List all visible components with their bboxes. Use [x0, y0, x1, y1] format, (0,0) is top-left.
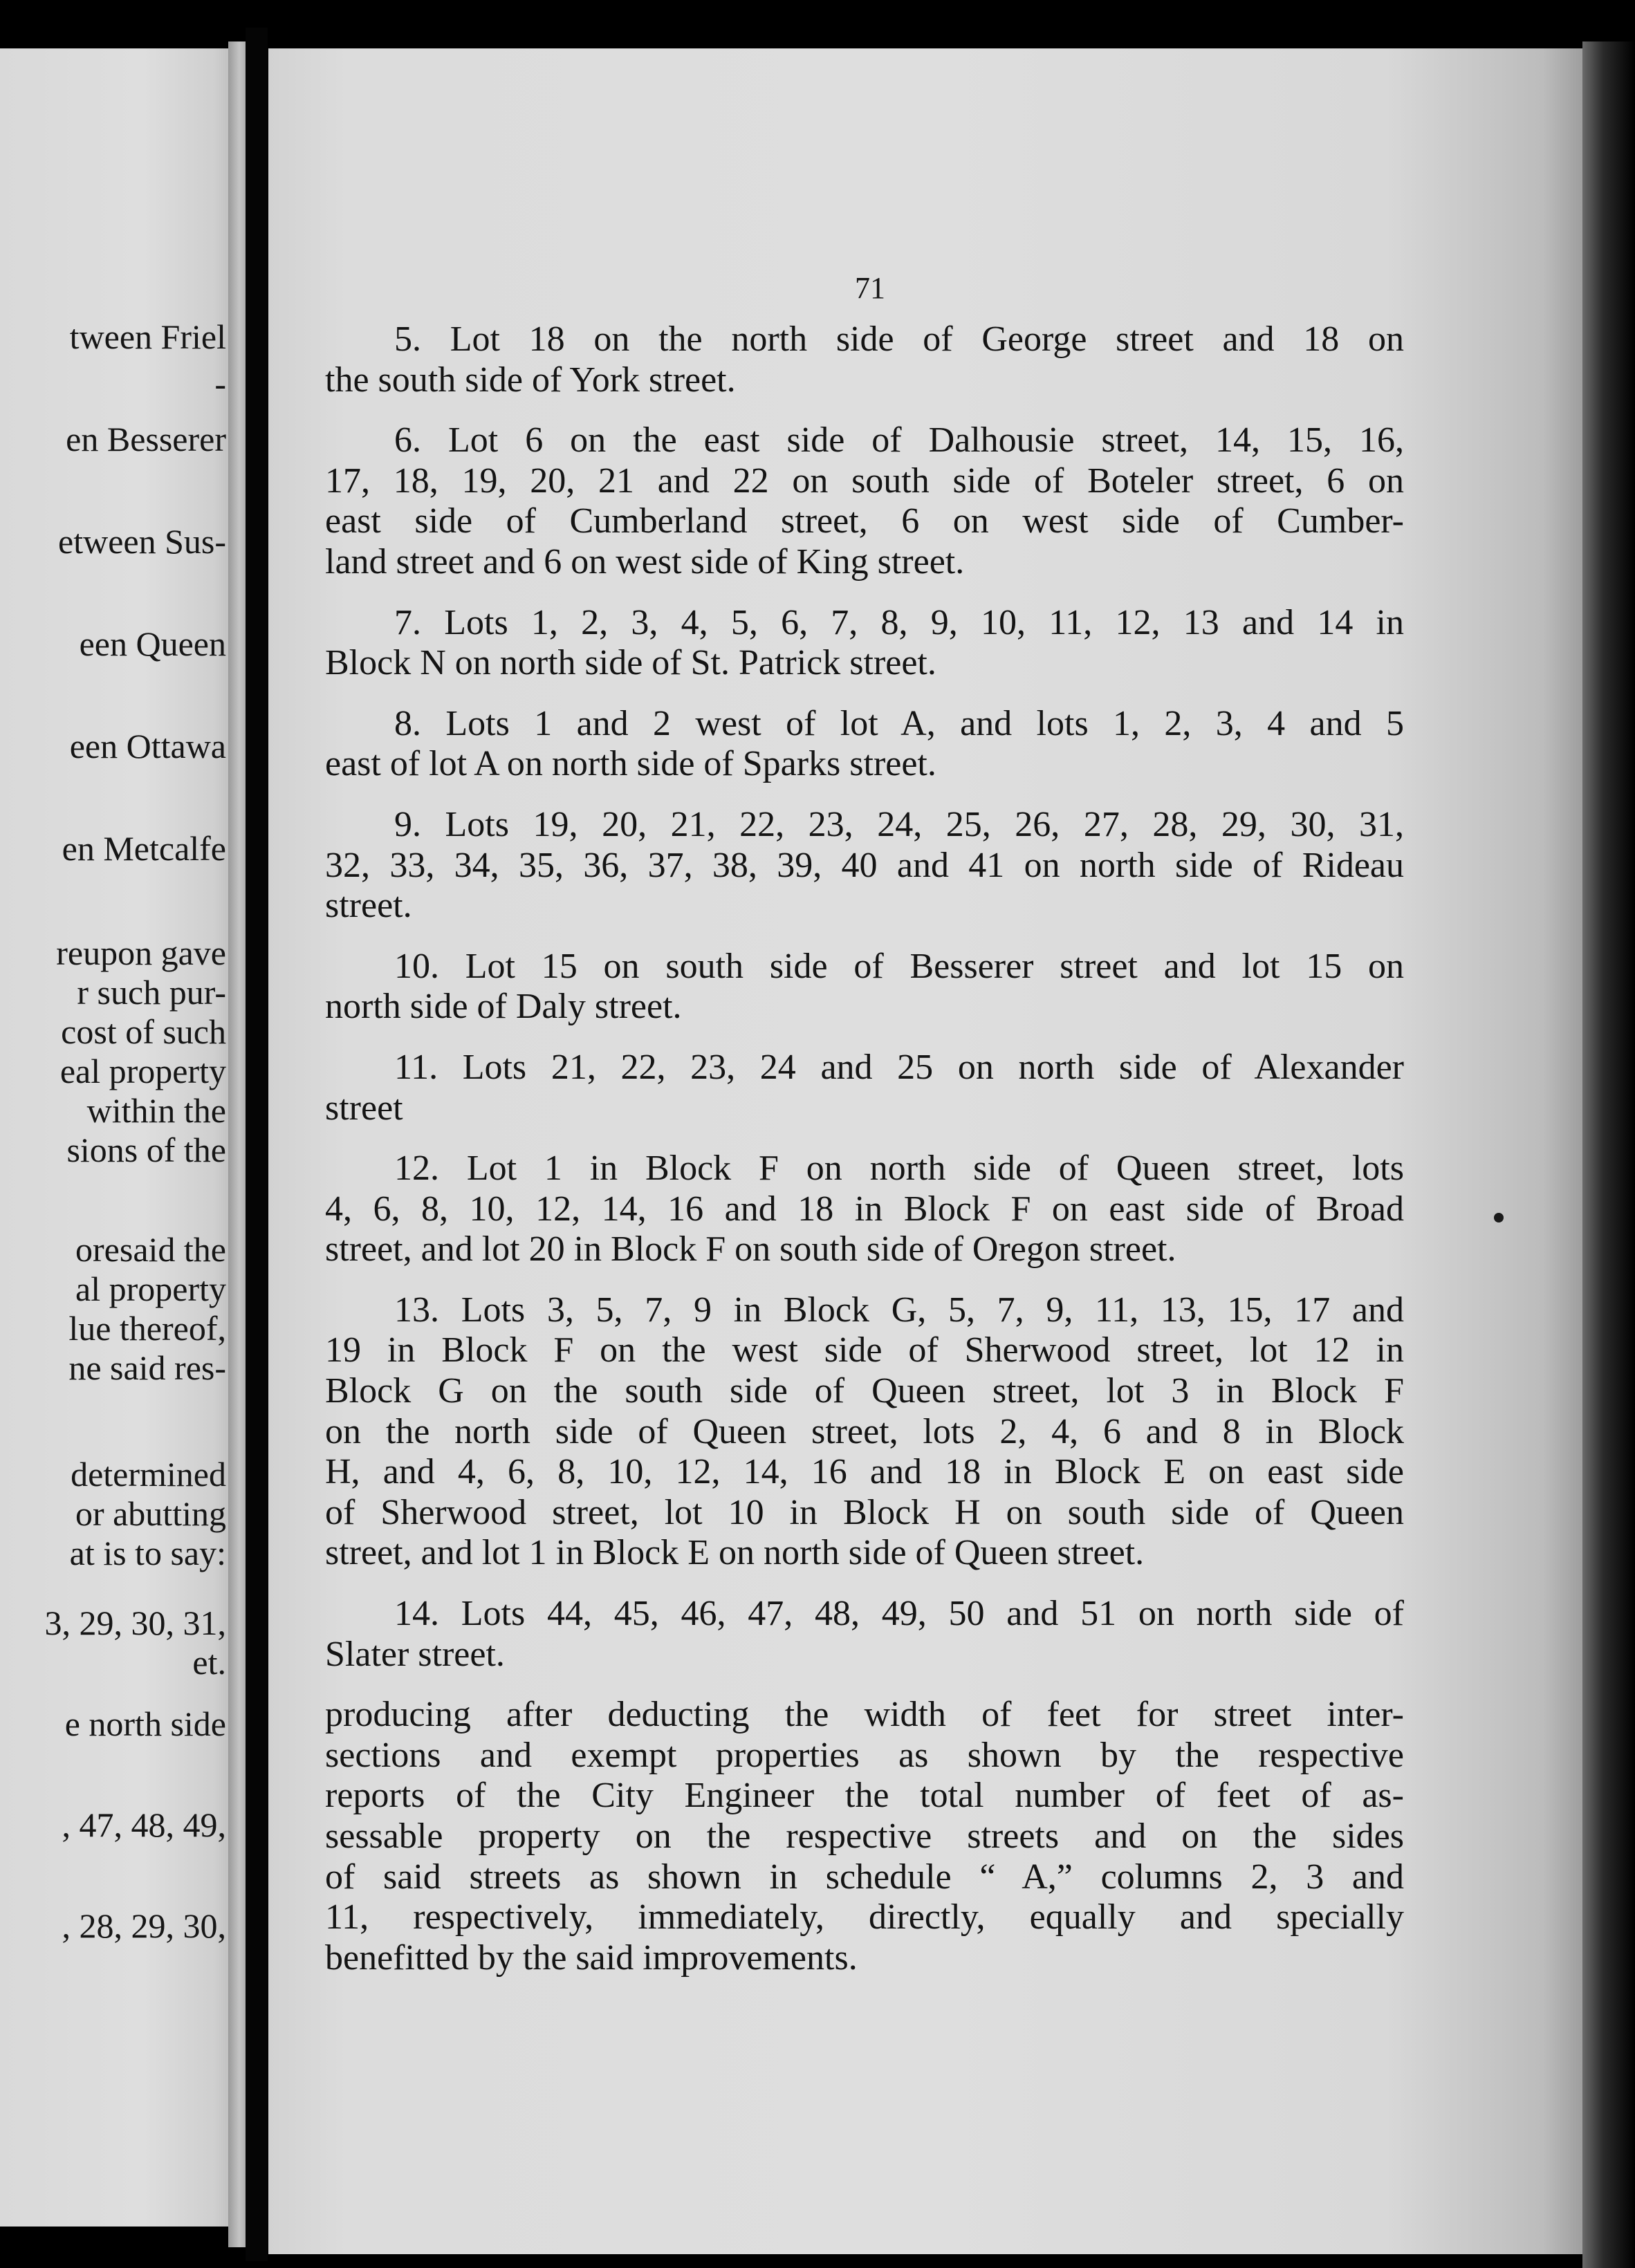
text-line: street. [325, 886, 412, 926]
text-line: Block N on north side of St. Patrick street. [325, 643, 936, 683]
numbered-item [325, 805, 1404, 927]
text-line: 13. Lots 3, 5, 7, 9 in Block G, 5, 7, 9, 11, 13, 15, 17 and [394, 1290, 1404, 1330]
left-page-text-line: ne said res- [68, 1348, 226, 1387]
left-facing-page [0, 48, 239, 2227]
stray-ink-mark [1494, 1213, 1504, 1223]
page-number: 71 [855, 271, 885, 305]
text-line: on the north side of Queen street, lots 2, 4, 6 and 8 in Block [325, 1411, 1404, 1451]
left-page-text-line: eal property [59, 1052, 226, 1090]
left-page-text-line: determined [71, 1455, 226, 1494]
numbered-item [325, 1290, 1404, 1574]
page-body-text [325, 319, 1404, 1978]
text-line: 7. Lots 1, 2, 3, 4, 5, 6, 7, 8, 9, 10, 11, 12, 13 and 14 in [394, 602, 1404, 642]
left-page-text-line: et. [192, 1643, 226, 1682]
text-line: 10. Lot 15 on south side of Besserer street and lot 15 on [394, 946, 1404, 986]
closing-paragraph [325, 1695, 1404, 1978]
text-line: 4, 6, 8, 10, 12, 14, 16 and 18 in Block F on east side of Broad [325, 1189, 1404, 1229]
text-line: 5. Lot 18 on the north side of George street and 18 on [394, 319, 1404, 359]
left-page-text-line: r such pur- [77, 973, 226, 1012]
numbered-item [325, 1048, 1404, 1128]
text-line: 32, 33, 34, 35, 36, 37, 38, 39, 40 and 41 on north side of Rideau [325, 845, 1404, 885]
text-line: sections and exempt properties as shown by the respective [325, 1735, 1404, 1775]
left-page-text-line: or abutting [75, 1494, 226, 1533]
text-line: east of lot A on north side of Sparks street. [325, 744, 936, 784]
text-line: of said streets as shown in schedule “ A,” columns 2, 3 and [325, 1857, 1404, 1897]
text-line: reports of the City Engineer the total number of feet of as- [325, 1776, 1404, 1816]
left-page-text-line: en Besserer [66, 420, 226, 458]
text-line: benefitted by the said improvements. [325, 1937, 858, 1978]
text-line: land street and 6 on west side of King street. [325, 541, 965, 582]
text-line: street [325, 1088, 403, 1128]
text-line: of Sherwood street, lot 10 in Block H on south side of Queen [325, 1492, 1404, 1532]
left-page-text-line: reupon gave [56, 933, 226, 972]
text-line: Slater street. [325, 1634, 505, 1674]
left-page-text-line: , 28, 29, 30, [62, 1906, 226, 1945]
left-page-text-line: within the [86, 1091, 226, 1130]
text-line: 12. Lot 1 in Block F on north side of Queen street, lots [394, 1149, 1404, 1189]
left-page-text-line: een Queen [79, 624, 226, 663]
numbered-item [325, 947, 1404, 1028]
numbered-item [325, 704, 1404, 785]
text-line: 11, respectively, immediately, directly, equally and specially [325, 1897, 1404, 1937]
left-page-text-line: at is to say: [69, 1534, 226, 1572]
numbered-item [325, 420, 1404, 582]
left-page-text-line: etween Sus- [58, 522, 226, 561]
text-line: 14. Lots 44, 45, 46, 47, 48, 49, 50 and 51 on north side of [394, 1594, 1404, 1634]
left-page-text-line: cost of such [61, 1012, 226, 1051]
text-line: street, and lot 20 in Block F on south side of Oregon street. [325, 1229, 1176, 1270]
left-page-text-line: tween Friel [69, 317, 226, 356]
text-line: 8. Lots 1 and 2 west of lot A, and lots 1, 2, 3, 4 and 5 [394, 703, 1404, 743]
text-line: 19 in Block F on the west side of Sherwood street, lot 12 in [325, 1330, 1404, 1370]
text-line: H, and 4, 6, 8, 10, 12, 14, 16 and 18 in Block E on east side [325, 1452, 1404, 1492]
numbered-item [325, 603, 1404, 684]
left-page-text-line: , 47, 48, 49, [62, 1805, 226, 1844]
left-page-text-line: e north side [64, 1704, 226, 1743]
text-line: producing after deducting the width of feet for street inter- [325, 1695, 1404, 1735]
right-page-edge-shadow [1582, 41, 1635, 2268]
left-page-text-line: al property [75, 1270, 226, 1308]
numbered-item [325, 319, 1404, 400]
text-line: 9. Lots 19, 20, 21, 22, 23, 24, 25, 26, 27, 28, 29, 30, 31, [394, 804, 1404, 844]
book-spine [246, 28, 268, 2261]
text-line: 11. Lots 21, 22, 23, 24 and 25 on north side of Alexander [394, 1047, 1404, 1087]
left-page-text-line: en Metcalfe [62, 829, 226, 868]
text-line: sessable property on the respective streets and on the sides [325, 1816, 1404, 1856]
left-page-text-line: lue thereof, [68, 1309, 226, 1348]
numbered-item [325, 1149, 1404, 1270]
left-page-text-line: - [214, 364, 226, 403]
text-line: 6. Lot 6 on the east side of Dalhousie street, 14, 15, 16, [394, 420, 1404, 461]
text-line: the south side of York street. [325, 360, 736, 400]
left-page-text-line: een Ottawa [69, 727, 226, 765]
text-line: north side of Daly street. [325, 987, 682, 1027]
left-page-text-line: 3, 29, 30, 31, [44, 1604, 226, 1642]
left-page-text-line: oresaid the [75, 1230, 226, 1269]
text-line: 17, 18, 19, 20, 21 and 22 on south side of Boteler street, 6 on [325, 461, 1404, 501]
numbered-items [325, 319, 1404, 1675]
numbered-item [325, 1594, 1404, 1675]
text-line: street, and lot 1 in Block E on north side of Queen street. [325, 1533, 1145, 1573]
text-line: Block G on the south side of Queen street, lot 3 in Block F [325, 1371, 1404, 1411]
left-page-text-line: sions of the [66, 1131, 226, 1169]
text-line: east side of Cumberland street, 6 on west side of Cumber- [325, 501, 1404, 541]
